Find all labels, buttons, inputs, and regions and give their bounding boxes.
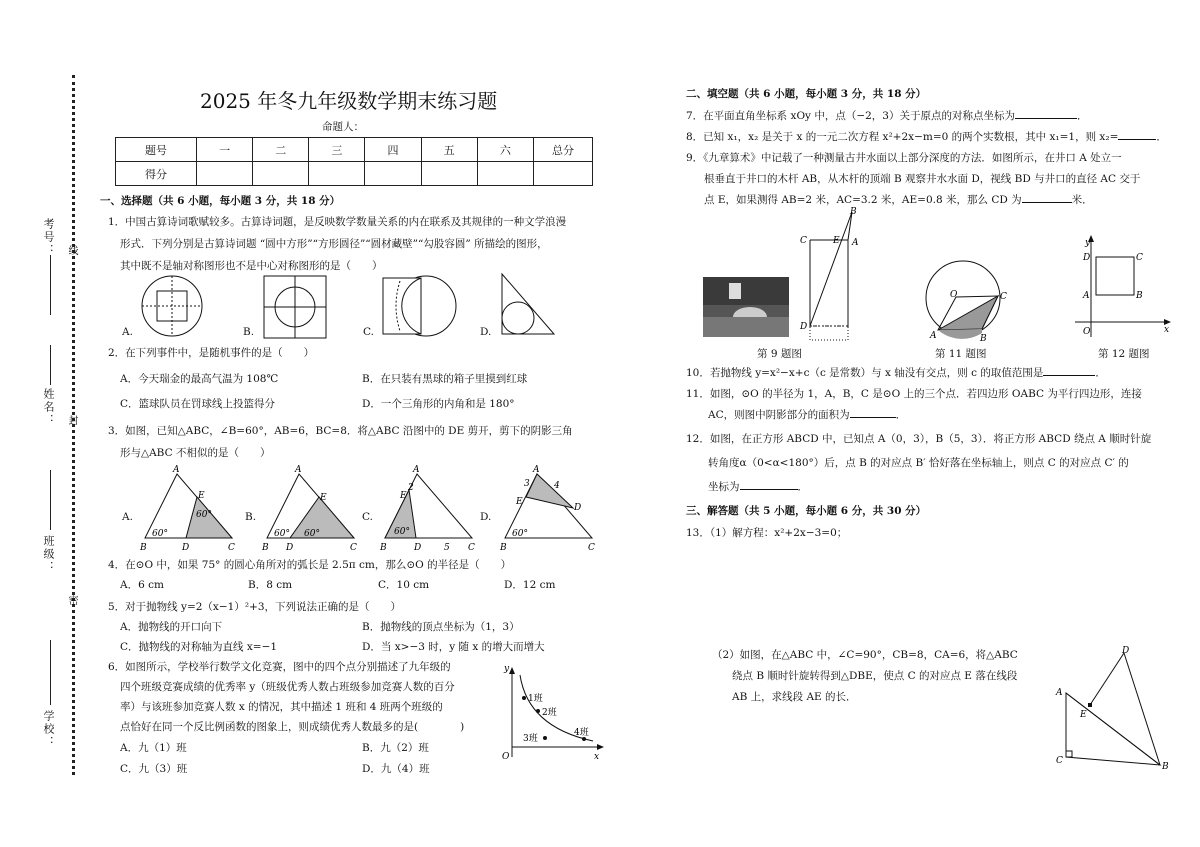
q9-line3-stem: 点 E，如果测得 AB=2 米，AC=3.2 米，AE=0.8 米，那么 CD 为 xyxy=(704,194,1022,206)
xingming-line xyxy=(50,345,51,385)
label-xingming: 姓名： xyxy=(42,388,55,427)
q10-text xyxy=(686,366,1106,380)
q1-figure-a xyxy=(138,275,208,340)
q11-period: ． xyxy=(895,409,907,421)
score-cell[interactable] xyxy=(477,162,533,186)
q11-answer-blank[interactable] xyxy=(850,417,896,418)
svg-text:y: y xyxy=(504,664,510,674)
q5-option-d[interactable]: D．当 x>−3 时，y 随 x 的增大而增大 xyxy=(362,641,545,653)
q7-stem: 7．在平面直角坐标系 xOy 中，点（−2，3）关于原点的对称点坐标为 xyxy=(686,110,1015,122)
q12-period: ． xyxy=(797,481,808,493)
score-row-label: 得分 xyxy=(116,162,197,186)
svg-text:A: A xyxy=(413,465,420,475)
svg-text:E: E xyxy=(320,493,327,503)
svg-text:B: B xyxy=(140,543,147,553)
q3-figure-b xyxy=(262,465,362,553)
score-cell[interactable] xyxy=(365,162,421,186)
q6-option-c[interactable]: C．九（3）班 xyxy=(120,763,188,775)
score-row xyxy=(116,162,593,186)
svg-text:B: B xyxy=(850,207,857,217)
svg-text:x: x xyxy=(594,752,600,762)
q4-stem: 4．在⊙O 中，如果 75° 的圆心角所对的弧长是 2.5π cm，那么⊙O 的半径是（ ） xyxy=(108,559,512,571)
svg-text:C: C xyxy=(1136,253,1143,263)
svg-text:2: 2 xyxy=(408,483,414,493)
q1-line1: 1．中国古算诗词歌赋较多。古算诗词题，是反映数学数量关系的内在联系及其规律的一种文学浪漫 xyxy=(108,216,567,228)
q12-figure xyxy=(1075,235,1175,340)
q6-line3: 率）与该班参加竞赛人数 x 的情况，其中描述 1 班和 4 班两个班级的 xyxy=(120,701,443,713)
q11-line2 xyxy=(708,408,906,422)
score-header: 五 xyxy=(421,138,477,162)
q3-figure-c xyxy=(380,465,480,553)
q12-line1: 12．如图，在正方形 ABCD 中，已知点 A（0，3），B（5，3）．将正方形 ABCD 绕点 A 顺时针旋 xyxy=(686,433,1152,445)
q10-period: ． xyxy=(1095,367,1106,379)
score-table xyxy=(115,137,593,186)
svg-text:C: C xyxy=(800,236,807,246)
q1-opt-a: A. xyxy=(122,326,133,338)
svg-text:C: C xyxy=(1056,756,1063,766)
q1-figure-b xyxy=(262,275,332,340)
svg-text:D: D xyxy=(286,543,294,553)
q8-text xyxy=(686,130,1167,144)
svg-text:5: 5 xyxy=(444,543,450,553)
label-kaohao: 考号： xyxy=(42,218,55,257)
q5-option-a[interactable]: A．抛物线的开口向下 xyxy=(120,621,223,633)
score-header: 四 xyxy=(365,138,421,162)
svg-text:D: D xyxy=(1083,253,1091,263)
svg-text:3班: 3班 xyxy=(523,734,538,744)
q1-opt-d: D. xyxy=(480,326,492,338)
section3-heading: 三、解答题（共 5 小题，每小题 6 分，共 30 分） xyxy=(686,505,927,517)
q4-option-c[interactable]: C．10 cm xyxy=(378,579,430,591)
q10-stem: 10．若抛物线 y=x²−x+c（c 是常数）与 x 轴没有交点，则 c 的取值范围是 xyxy=(686,367,1044,379)
q12-line3 xyxy=(708,480,808,494)
score-cell[interactable] xyxy=(197,162,253,186)
q4-option-b[interactable]: B．8 cm xyxy=(248,579,293,591)
svg-text:A: A xyxy=(852,238,859,248)
svg-text:C: C xyxy=(228,543,235,553)
q10-answer-blank[interactable] xyxy=(1043,375,1095,376)
svg-text:E: E xyxy=(1080,710,1087,720)
q1-line3: 其中既不是轴对称图形也不是中心对称图形的是（ ） xyxy=(120,260,383,272)
score-header: 题号 xyxy=(116,138,197,162)
q11-line1: 11．如图，⊙O 的半径为 1，A，B，C 是⊙O 上的三个点．若四边形 OABC 为平行四边形，连接 xyxy=(686,388,1142,400)
section2-heading: 二、填空题（共 6 小题，每小题 3 分，共 18 分） xyxy=(686,88,927,100)
svg-text:E: E xyxy=(516,497,523,507)
score-cell[interactable] xyxy=(534,162,593,186)
score-header: 总分 xyxy=(534,138,593,162)
q1-figure-d xyxy=(498,272,558,340)
svg-text:y: y xyxy=(1085,238,1091,248)
xuexiao-line xyxy=(50,640,51,705)
q7-text xyxy=(686,109,1087,123)
svg-text:B: B xyxy=(1136,291,1143,301)
q13-part2-line2: 绕点 B 顺时针旋转得到△DBE，使点 C 的对应点 E 落在线段 xyxy=(732,670,1018,682)
score-header: 六 xyxy=(477,138,533,162)
score-cell[interactable] xyxy=(421,162,477,186)
photo-wall xyxy=(703,277,789,305)
q13-part2-line1: （2）如图，在△ABC 中，∠C=90°，CB=8，CA=6，将△ABC xyxy=(712,649,1018,661)
svg-text:4班: 4班 xyxy=(574,728,589,738)
q3-opt-a: A. xyxy=(122,511,133,523)
svg-text:2班: 2班 xyxy=(542,708,557,718)
q13-figure xyxy=(1052,645,1182,775)
q5-option-b[interactable]: B．抛物线的顶点坐标为（1，3） xyxy=(362,621,520,633)
q12-answer-blank[interactable] xyxy=(740,489,798,490)
score-header: 二 xyxy=(253,138,309,162)
svg-text:60°: 60° xyxy=(512,529,528,539)
svg-text:60°: 60° xyxy=(304,529,320,539)
kaohao-line xyxy=(50,255,51,315)
svg-text:60°: 60° xyxy=(196,510,212,520)
q11-line2-stem: AC，则图中阴影部分的面积为 xyxy=(708,409,850,421)
q13-part1: 13．（1）解方程：x²+2x−3=0； xyxy=(686,527,848,539)
q13-part2-line3: AB 上，求线段 AE 的长． xyxy=(732,691,857,703)
q6-option-b[interactable]: B．九（2）班 xyxy=(362,742,429,754)
label-banji: 班级： xyxy=(42,535,55,574)
q1-opt-c: C. xyxy=(363,326,374,338)
q8-answer-blank[interactable] xyxy=(1118,139,1156,140)
q3-opt-b: B. xyxy=(245,511,257,523)
q9-figure xyxy=(800,208,870,343)
q3-line1: 3．如图，已知△ABC，∠B=60°，AB=6，BC=8．将△ABC 沿图中的 DE 剪开，剪下的阴影三角 xyxy=(108,425,573,437)
q7-period: ． xyxy=(1076,110,1088,122)
q6-figure xyxy=(498,665,608,765)
svg-text:1班: 1班 xyxy=(528,694,543,704)
q3-line2: 形与△ABC 不相似的是（ ） xyxy=(120,447,271,459)
q9-photo xyxy=(703,277,789,337)
svg-text:3: 3 xyxy=(524,479,530,489)
q9-line3 xyxy=(704,193,1093,207)
q2-option-c[interactable]: C．篮球队员在罚球线上投篮得分 xyxy=(120,398,276,410)
photo-marker xyxy=(729,283,741,299)
label-mi: 密 xyxy=(66,595,77,607)
q1-line2: 形式．下列分别是古算诗词题 “圆中方形”“方形圆径”“圆材藏壁”“勾股容圆” 所描绘的图形， xyxy=(120,238,548,250)
svg-text:A: A xyxy=(930,331,937,341)
q5-option-c[interactable]: C．抛物线的对称轴为直线 x=−1 xyxy=(120,641,278,653)
author-label: 命题人： xyxy=(322,121,364,133)
svg-text:A: A xyxy=(1056,688,1063,698)
q8-period: ． xyxy=(1156,131,1167,143)
svg-text:60°: 60° xyxy=(152,529,168,539)
svg-text:x: x xyxy=(1164,325,1170,335)
svg-text:D: D xyxy=(414,543,422,553)
q12-line2: 转角度α（0<α<180°）后，点 B 的对应点 B′ 恰好落在坐标轴上，则点 C 的对应点 C′ 的 xyxy=(708,457,1129,469)
label-xian: 线 xyxy=(66,245,77,257)
caption-q11: 第 11 题图 xyxy=(935,348,987,360)
q3-figure-a xyxy=(140,465,240,553)
photo-ground xyxy=(703,317,789,337)
svg-text:E: E xyxy=(198,491,205,501)
q6-option-d[interactable]: D．九（4）班 xyxy=(362,763,430,775)
svg-text:B: B xyxy=(1162,762,1169,772)
banji-line xyxy=(50,470,51,530)
page-title: 2025 年冬九年级数学期末练习题 xyxy=(200,89,498,113)
svg-text:B: B xyxy=(262,543,269,553)
section1-heading: 一、选择题（共 6 小题，每小题 3 分，共 18 分） xyxy=(100,195,341,207)
svg-text:D: D xyxy=(182,543,190,553)
score-header: 一 xyxy=(197,138,253,162)
q6-line2: 四个班级竞赛成绩的优秀率 y（班级优秀人数占班级参加竞赛人数的百分 xyxy=(120,681,455,693)
q1-opt-b: B. xyxy=(243,326,255,338)
label-feng: 封 xyxy=(66,415,77,427)
svg-text:D: D xyxy=(574,503,582,513)
q2-option-d[interactable]: D．一个三角形的内角和是 180° xyxy=(362,398,515,410)
svg-text:A: A xyxy=(533,465,540,475)
q2-option-a[interactable]: A．今天瑞金的最高气温为 108℃ xyxy=(120,373,279,385)
q4-option-d[interactable]: D．12 cm xyxy=(504,579,556,591)
score-header: 三 xyxy=(309,138,365,162)
q12-line3-stem: 坐标为 xyxy=(708,481,740,493)
q6-line1: 6．如图所示，学校举行数学文化竞赛，图中的四个点分别描述了九年级的 xyxy=(108,661,451,673)
q5-stem: 5．对于抛物线 y=2（x−1）²+3，下列说法正确的是（ ） xyxy=(108,601,402,613)
caption-q9: 第 9 题图 xyxy=(757,348,802,360)
q1-figure-c xyxy=(380,275,470,340)
svg-text:E: E xyxy=(833,236,840,246)
q2-option-b[interactable]: B．在只装有黑球的箱子里摸到红球 xyxy=(362,373,528,385)
q6-line4: 点恰好在同一个反比例函数的图象上，则成绩优秀人数最多的是( ) xyxy=(120,721,465,733)
q13-part1-answer-area[interactable] xyxy=(700,545,1080,640)
q7-answer-blank[interactable] xyxy=(1015,118,1077,119)
svg-text:O: O xyxy=(1083,327,1091,337)
svg-text:C: C xyxy=(468,543,475,553)
q3-opt-c: C. xyxy=(362,511,373,523)
svg-text:B: B xyxy=(980,334,987,344)
q9-answer-blank[interactable] xyxy=(1022,202,1072,203)
svg-text:B: B xyxy=(500,543,507,553)
q4-option-a[interactable]: A．6 cm xyxy=(120,579,164,591)
svg-text:D: D xyxy=(800,322,808,332)
svg-text:4: 4 xyxy=(554,481,560,491)
q3-opt-d: D. xyxy=(480,511,492,523)
score-cell[interactable] xyxy=(309,162,365,186)
score-cell[interactable] xyxy=(253,162,309,186)
svg-text:O: O xyxy=(502,752,510,762)
svg-text:C: C xyxy=(350,543,357,553)
svg-text:C: C xyxy=(588,543,595,553)
q3-figure-d xyxy=(500,465,600,553)
svg-text:A: A xyxy=(1083,291,1090,301)
svg-text:A: A xyxy=(173,465,180,475)
q8-stem: 8．已知 x₁，x₂ 是关于 x 的一元二次方程 x²+2x−m=0 的两个实数根，其中 x₁=1，则 x₂= xyxy=(686,131,1119,143)
svg-text:E: E xyxy=(400,491,407,501)
svg-text:B: B xyxy=(380,543,387,553)
caption-q12: 第 12 题图 xyxy=(1098,348,1150,360)
q6-option-a[interactable]: A．九（1）班 xyxy=(120,742,187,754)
q9-line1: 9．《九章算术》中记载了一种测量古井水面以上部分深度的方法．如图所示，在井口 A 处立一 xyxy=(686,152,1122,164)
q9-line2: 根垂直于井口的木杆 AB，从木杆的顶端 B 观察井水水面 D，视线 BD 与井口的直径 AC 交于 xyxy=(704,173,1141,185)
svg-text:60°: 60° xyxy=(274,529,290,539)
svg-text:C: C xyxy=(1000,292,1007,302)
score-header-row xyxy=(116,138,593,162)
svg-text:60°: 60° xyxy=(394,527,410,537)
q2-stem: 2．在下列事件中，是随机事件的是（ ） xyxy=(108,347,315,359)
svg-text:D: D xyxy=(1122,646,1130,656)
svg-text:A: A xyxy=(295,465,302,475)
q9-line3-end: 米． xyxy=(1071,194,1093,206)
label-xuexiao: 学校： xyxy=(42,710,55,749)
q11-figure xyxy=(920,255,1015,345)
svg-text:O: O xyxy=(950,290,958,300)
